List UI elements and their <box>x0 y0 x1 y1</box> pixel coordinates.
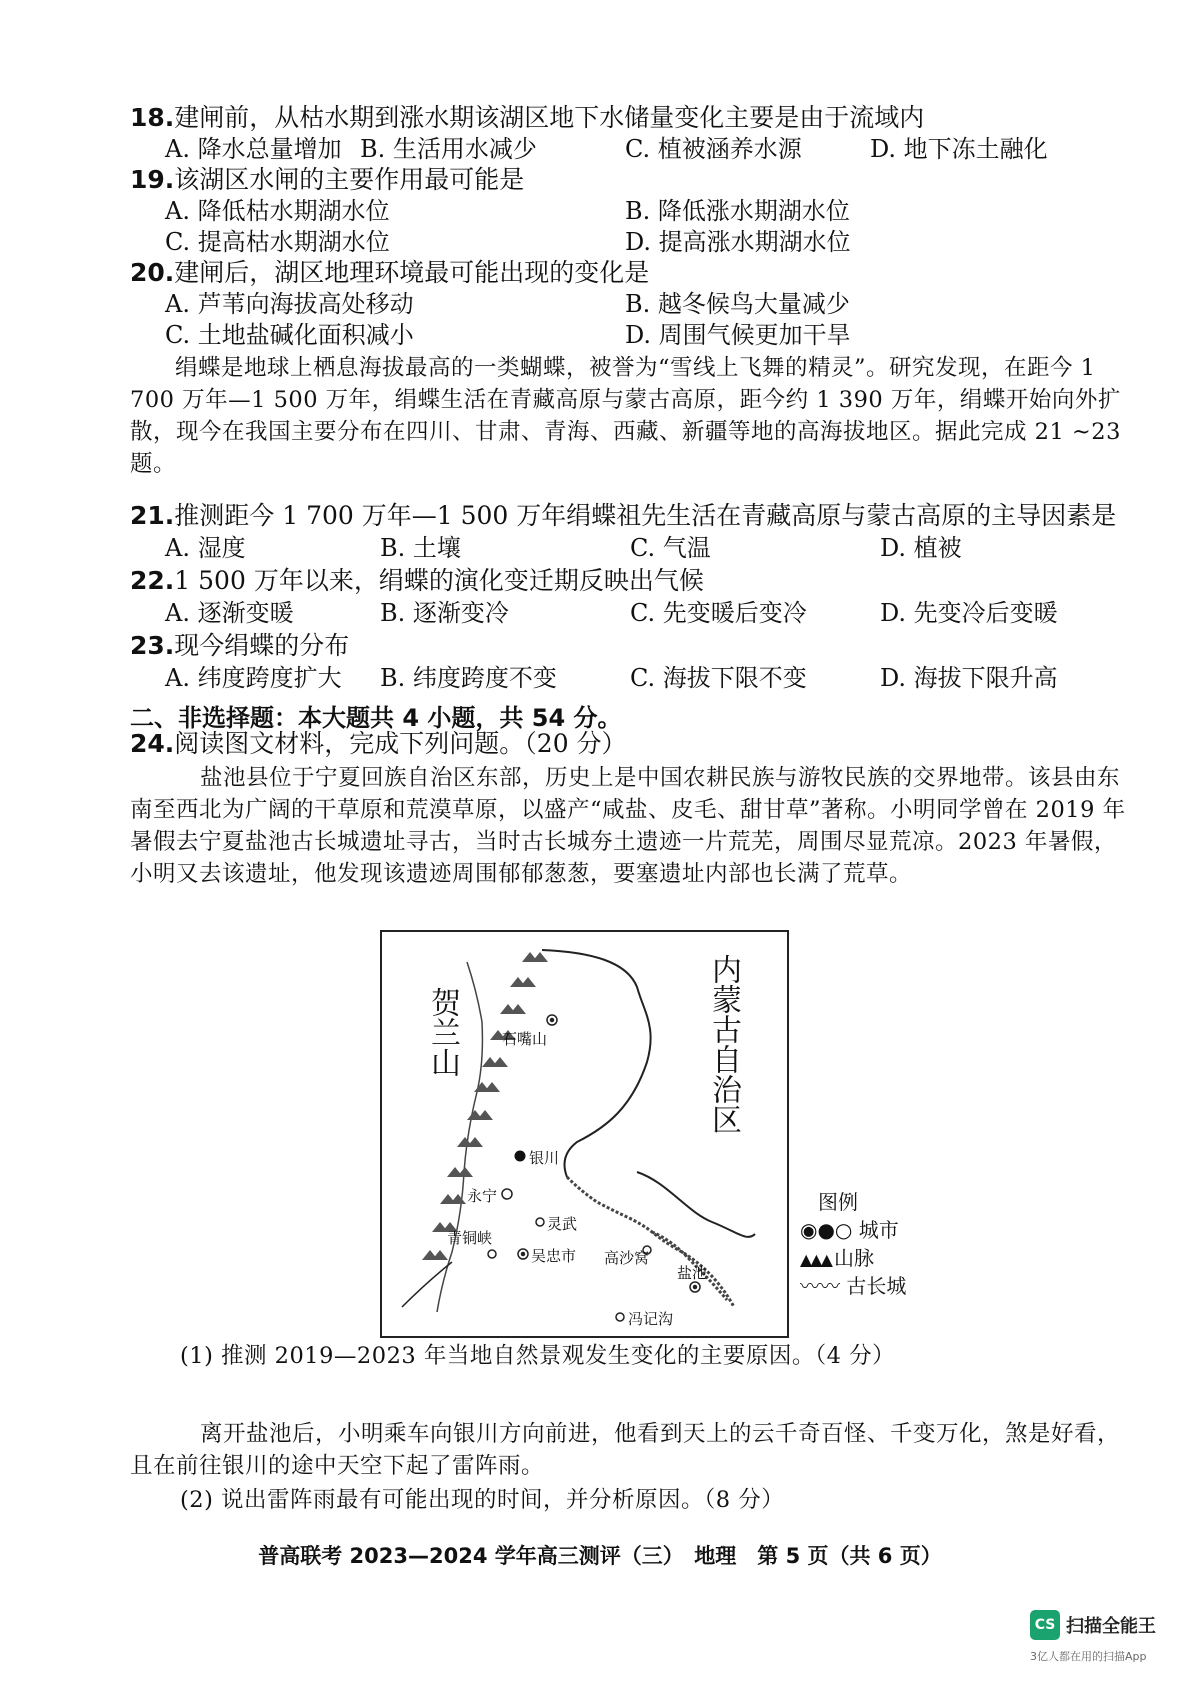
question-18-stem: 18.建闸前，从枯水期到涨水期该湖区地下水储量变化主要是由于流域内 <box>130 103 925 132</box>
q24-passage2: 离开盐池后，小明乘车向银川方向前进，他看到天上的云千奇百怪、千变万化，煞是好看，且在前往银川的途中天空下起了雷阵雨。 <box>130 1421 1121 1479</box>
question-20-stem: 20.建闸后，湖区地理环境最可能出现的变化是 <box>130 258 650 287</box>
question-22-stem: 22.1 500 万年以来，绢蝶的演化变迁期反映出气候 <box>130 566 704 595</box>
city-label-yanchi: 盐池 <box>677 1264 708 1282</box>
city-label-yinchuan: 银川 <box>529 1149 560 1167</box>
city-markers <box>488 1015 700 1321</box>
q22-option-d: D. 先变冷后变暖 <box>880 599 1058 627</box>
yinchuan-capital-marker <box>515 1151 526 1162</box>
q18-option-a: A. 降水总量增加 <box>165 135 342 163</box>
city-label-wuzhong: 吴忠市 <box>531 1247 577 1265</box>
legend-mountain: ▲▲▲ 山脉 <box>800 1246 874 1270</box>
city-label-qingtongxia: 青铜峡 <box>447 1229 493 1247</box>
q20-option-c: C. 土地盐碱化面积减小 <box>165 321 414 349</box>
legend-title: 图例 <box>818 1190 858 1214</box>
q21-option-b: B. 土壤 <box>380 534 461 562</box>
province-boundary <box>542 950 651 1177</box>
q19-option-d: D. 提高涨水期湖水位 <box>625 228 851 256</box>
q23-option-a: A. 纬度跨度扩大 <box>165 664 342 692</box>
west-boundary <box>402 1262 452 1307</box>
q18-option-b: B. 生活用水减少 <box>360 135 537 163</box>
q24-sub2: (2) 说出雷阵雨最有可能出现的时间，并分析原因。（8 分） <box>180 1487 785 1513</box>
q22-option-a: A. 逐渐变暖 <box>165 599 294 627</box>
q21-option-d: D. 植被 <box>880 534 962 562</box>
q19-option-b: B. 降低涨水期湖水位 <box>625 197 850 225</box>
great-wall-symbol-icon: 〰〰 <box>800 1274 847 1298</box>
city-label-yongning: 永宁 <box>467 1187 498 1205</box>
city-symbol-icon: ◉●○ <box>800 1218 859 1242</box>
q18-option-c: C. 植被涵养水源 <box>625 135 802 163</box>
q21-option-a: A. 湿度 <box>165 534 246 562</box>
q22-option-c: C. 先变暖后变冷 <box>630 599 807 627</box>
mountain-symbol-icon: ▲▲▲ <box>800 1250 834 1269</box>
page-footer: 普高联考 2023—2024 学年高三测评（三） 地理 第 5 页（共 6 页） <box>258 1544 942 1568</box>
q20-option-d: D. 周围气候更加干旱 <box>625 321 851 349</box>
q23-option-b: B. 纬度跨度不变 <box>380 664 557 692</box>
city-label-shizuishan: 石嘴山 <box>502 1030 548 1048</box>
q20-option-a: A. 芦苇向海拔高处移动 <box>165 290 414 318</box>
legend-wall: 〰〰 古长城 <box>800 1274 907 1298</box>
q21-option-c: C. 气温 <box>630 534 711 562</box>
map-legend <box>800 1188 906 1300</box>
q19-option-a: A. 降低枯水期湖水位 <box>165 197 390 225</box>
camscanner-watermark <box>1030 1610 1156 1640</box>
legend-city: ◉●○ 城市 <box>800 1218 899 1242</box>
camscanner-tagline: 3亿人都在用的扫描App <box>1030 1650 1147 1663</box>
q23-option-d: D. 海拔下限升高 <box>880 664 1058 692</box>
q23-option-c: C. 海拔下限不变 <box>630 664 807 692</box>
q19-option-c: C. 提高枯水期湖水位 <box>165 228 390 256</box>
question-21-stem: 21.推测距今 1 700 万年—1 500 万年绢蝶祖先生活在青藏高原与蒙古高原的主导因素是 <box>130 501 1117 530</box>
ningxia-map <box>380 930 789 1338</box>
q18-option-d: D. 地下冻土融化 <box>870 135 1048 163</box>
q24-sub1: (1) 推测 2019—2023 年当地自然景观发生变化的主要原因。（4 分） <box>180 1343 896 1369</box>
camscanner-name: 扫描全能王 <box>1066 1616 1156 1637</box>
section-heading: 二、非选择题：本大题共 4 小题，共 54 分。 <box>130 704 622 732</box>
helan-mountain-label: 贺兰山 <box>425 987 460 1077</box>
q20-option-b: B. 越冬候鸟大量减少 <box>625 290 850 318</box>
province-boundary-east <box>637 1172 755 1237</box>
butterfly-passage: 绢蝶是地球上栖息海拔最高的一类蝴蝶，被誉为“雪线上飞舞的精灵”。研究发现，在距今 1 700 万年—1 500 万年，绢蝶生活在青藏高原与蒙古高原，距今约 1 390 万年，绢蝶开始向外扩散，现今在我国主要分布在四川、甘肃、青海、西藏、新疆等地的高海拔地区。据此完成 21 ~23 题。 <box>130 355 1121 477</box>
camscanner-logo-icon: CS <box>1030 1610 1060 1640</box>
city-label-gaoshawo: 高沙窝 <box>604 1249 650 1267</box>
question-19-stem: 19.该湖区水闸的主要作用最可能是 <box>130 165 525 194</box>
inner-mongolia-label: 内蒙古自治区 <box>706 954 741 1134</box>
q22-option-b: B. 逐渐变冷 <box>380 599 509 627</box>
question-24-stem: 24.阅读图文材料，完成下列问题。（20 分） <box>130 729 627 758</box>
great-wall-line <box>567 1177 734 1307</box>
question-23-stem: 23.现今绢蝶的分布 <box>130 631 350 660</box>
city-label-lingwu: 灵武 <box>547 1215 578 1233</box>
q24-passage: 盐池县位于宁夏回族自治区东部，历史上是中国农耕民族与游牧民族的交界地带。该县由东南至西北为广阔的干草原和荒漠草原，以盛产“咸盐、皮毛、甜甘草”著称。小明同学曾在 2019 年暑假去宁夏盐池古长城遗址寻古，当时古长城夯土遗迹一片荒芜，周围尽显荒凉。2023 年暑假，小明又去该遗址，他发现该遗迹周围郁郁葱葱，要塞遗址内部也长满了荒草。 <box>130 765 1126 887</box>
city-label-fengjigou: 冯记沟 <box>628 1310 674 1328</box>
